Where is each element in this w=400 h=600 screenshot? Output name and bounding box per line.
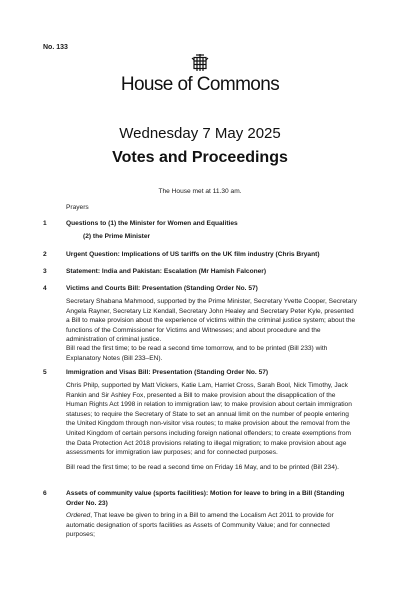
portcullis-icon [191,53,209,73]
item-heading: Victims and Courts Bill: Presentation (Standing Order No. 57) [66,285,258,292]
item-heading: Assets of community value (sports facilities): Motion for leave to bring in a Bill (Standing Order No. 23) [66,490,345,507]
item-paragraph: Chris Philp, supported by Matt Vickers, Katie Lam, Harriet Cross, Sarah Bool, Nick Timothy, Jack Rankin and Sir Ashley Fox, presented a Bill to make provision about the disapplication of the Human Rights Act 1998 in relation to immigration law; to make provision about certain immigration statuses; to require the Secretary of State to set an annual limit on the number of people entering the United Kingdom through non-visitor visa routes; to make provision about the removal from the United Kingdom of certain persons including foreign national offenders; to create exemptions from the Data Protection Act 2018 provisions relating to illegal migration; to make provision about age assessments for immigration law purposes; and for connected purposes. [66,382,352,457]
item-number: 3 [43,268,47,275]
sitting-date: Wednesday 7 May 2025 [119,125,281,142]
house-name: House of Commons [120,74,280,95]
prayers-label: Prayers [66,204,89,211]
ordered-word: Ordered [66,512,91,519]
item-heading: Urgent Question: Implications of US tariffs on the UK film industry (Chris Bryant) [66,251,320,258]
item-number: 5 [43,369,47,376]
item-paragraph: Bill read the first time; to be read a second time on Friday 16 May, and to be printed (Bill 234). [66,464,339,471]
item-paragraph: Bill read the first time; to be read a second time tomorrow, and to be printed (Bill 233) with Explanatory Notes (Bill 233–EN). [66,345,328,362]
house-met-text: The House met at 11.30 am. [158,188,242,195]
item-heading: Immigration and Visas Bill: Presentation (Standing Order No. 57) [66,369,269,376]
item-paragraph [66,511,358,540]
document-title: Votes and Proceedings [112,149,288,166]
document-number: No. 133 [43,44,68,51]
item-number: 1 [43,220,47,227]
item-number: 2 [43,251,47,258]
item-number: 6 [43,490,47,497]
item-heading: Questions to (1) the Minister for Women and Equalities [66,220,238,227]
item-subheading: (2) the Prime Minister [83,233,151,240]
item-number: 4 [43,285,47,292]
ordered-text: , That leave be given to bring in a Bill to amend the Localism Act 2011 to provide for automatic designation of sports facilities as Assets of Community Value; and for connected purposes; [66,512,334,539]
item-paragraph: Secretary Shabana Mahmood, supported by the Prime Minister, Secretary Yvette Cooper, Secretary Angela Rayner, Secretary Liz Kendall, Secretary John Healey and Secretary Peter Kyle, presented a Bill to make provision about the experience of victims within the criminal justice system; about the functions of the Commissioner for Victims and Witnesses; and about procedure and the administration of criminal justice. [66,298,357,344]
item-heading: Statement: India and Pakistan: Escalation (Mr Hamish Falconer) [66,268,267,275]
